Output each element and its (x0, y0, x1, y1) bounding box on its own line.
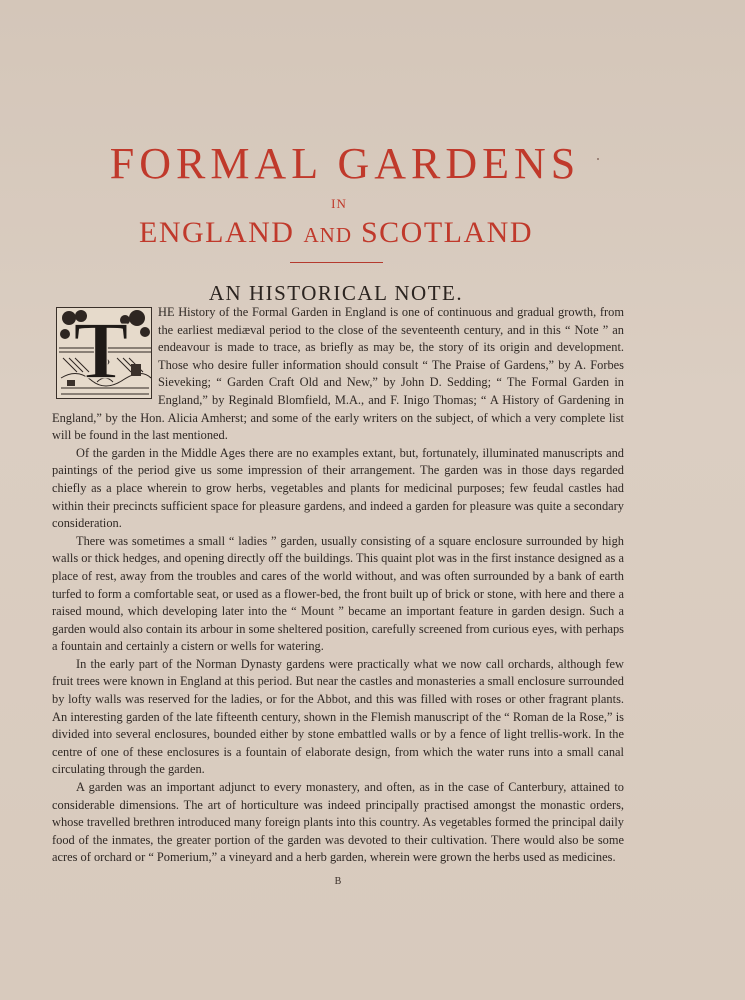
subtitle-england: ENGLAND (139, 216, 295, 249)
main-title: FORMAL GARDENS (109, 139, 581, 188)
body-text (52, 304, 624, 867)
paragraph-1: HE History of the Formal Garden in England is one of continuous and gradual growth, from the earliest mediæval period to the close of the seventeenth century, and in this “ Note ” an endeavour is made to trace, as briefly as may be, the story of its origin and development. Those who desire fuller information should consult “ The Praise of Gardens,” by A. Forbes Sieveking; “ Garden Craft Old and New,” by John D. Sedding; “ The Formal Garden in England,” by Reginald Blomfield, M.A., and F. Inigo Thomas; “ A History of Gardening in England,” by the Hon. Alicia Amherst; and some of the early writers on the subject, of which a very complete list will be found in the last mentioned. (52, 305, 624, 443)
title-rule (290, 262, 383, 263)
subtitle (0, 216, 672, 250)
paragraph-5: A garden was an important adjunct to every monastery, and often, as in the case of Canterbury, attained to considerable dimensions. The art of horticulture was indeed principally practised amongst the monastic orders, whose travelled brethren introduced many foreign plants into this country. As vegetables formed the principal daily food of the inmates, the greater portion of the garden was devoted to their cultivation. There would also be some acres of orchard or “ Pomerium,” a vineyard and a herb garden, wherein were grown the herbs used as medicines. (52, 780, 624, 865)
paragraph-2: Of the garden in the Middle Ages there are no examples extant, but, fortunately, illuminated manuscripts and paintings of the period give us some impression of their arrangement. The garden was in those days regarded chiefly as a place wherein to grow herbs, vegetables and plants for medicinal purposes; few feudal castles had within their precincts sufficient space for pleasure gardens, and indeed a garden for pleasure was quite a secondary consideration. (52, 445, 624, 531)
illuminated-initial (56, 307, 152, 399)
woodcut-garden-icon (57, 308, 152, 399)
svg-text:T: T (73, 308, 129, 396)
section-heading: AN HISTORICAL NOTE. (208, 281, 464, 305)
folio-signature: B (334, 876, 342, 887)
paragraph-4: In the early part of the Norman Dynasty gardens were practically what we now call orchards, although few fruit trees were known in England at this period. But near the castles and monasteries a small enclosure surrounded by lofty walls was reserved for the ladies, or for the Abbot, and this was filled with roses or other fragrant plants. An interesting garden of the late fifteenth century, shown in the Flemish manuscript of the “ Roman de la Rose,” is divided into several enclosures, bounded either by stone embattled walls or by a fence of light trellis-work. In the centre of one of these enclosures is a fountain of elaborate design, from which the water runs into a small canal circulating through the garden. (52, 656, 624, 777)
subtitle-scotland: SCOTLAND (360, 216, 533, 249)
paragraph-3: There was sometimes a small “ ladies ” garden, usually consisting of a square enclosure surrounded by high walls or thick hedges, and opening directly off the buildings. This quaint plot was in the first instance designed as a place of rest, away from the troubles and cares of the world without, and was often surrounded by a bank of earth turfed to form a comfortable seat, or used as a flower-bed, the front built up of brick or stone, with here and there a raised mound, which developing later into the “ Mount ” became an important feature in garden design. Such a garden would also contain its arbour in some sheltered position, carefully screened from curious eyes, with perhaps a fountain and certainly a cistern or wells for watering. (52, 533, 624, 654)
subtitle-and: AND (303, 223, 352, 247)
paper-speck (597, 158, 599, 160)
title-connector: IN (331, 196, 347, 211)
